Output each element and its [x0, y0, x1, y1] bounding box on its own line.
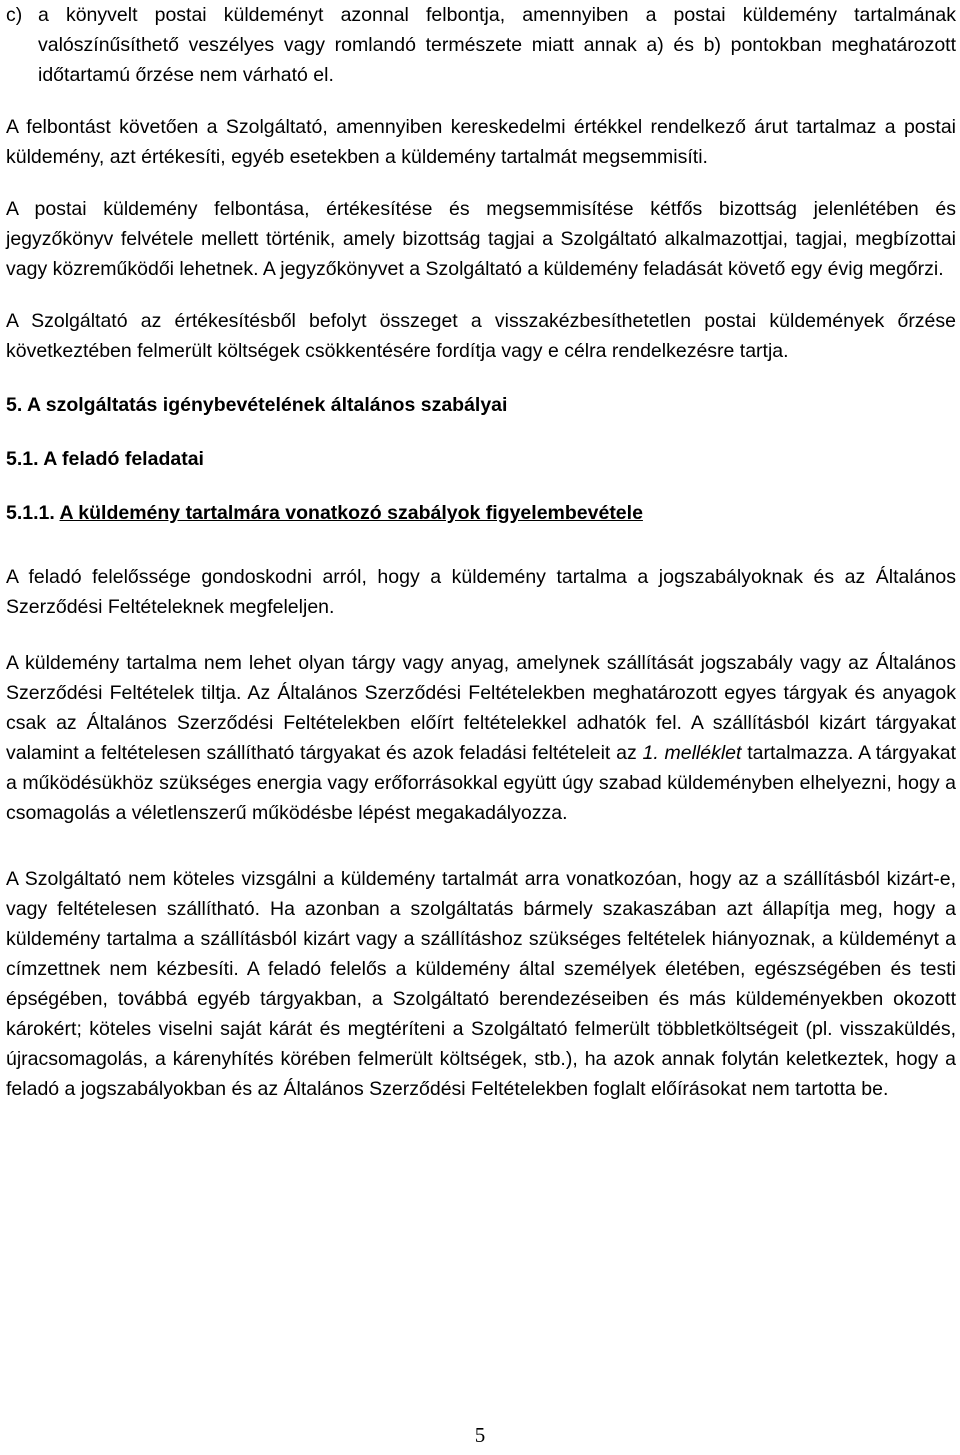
annex-reference: 1. melléklet	[642, 742, 742, 764]
section-heading-5: 5. A szolgáltatás igénybevételének általános szabályai	[6, 394, 508, 416]
spacer	[6, 172, 956, 194]
spacer	[6, 622, 956, 648]
list-item-c	[6, 0, 956, 90]
spacer	[6, 366, 956, 390]
list-item-text: a könyvelt postai küldeményt azonnal felbontja, amennyiben a postai küldemény tartalmának valószínűsíthető veszélyes vagy romlandó természete miatt annak a) és b) pontokban meghatározott időtartamú őrzése nem várható el.	[38, 4, 956, 86]
paragraph-committee: A postai küldemény felbontása, értékesítése és megsemmisítése kétfős bizottság jelenlétében és jegyzőkönyv felvétele mellett történik, amely bizottság tagjai a Szolgáltató alkalmazottjai, tagjai, megbízottai vagy közreműködői lehetnek. A jegyzőkönyvet a Szolgáltató a küldemény feladását követő egy évig megőrzi.	[6, 198, 956, 280]
paragraph-prohibited-content	[6, 648, 956, 828]
document-body	[6, 0, 956, 1104]
spacer	[6, 420, 956, 444]
paragraph-text: A küldemény tartalma nem lehet olyan tárgy vagy anyag, amelynek szállítását jogszabály vagy az Általános Szerződési Feltételek tiltja. Az Általános Szerződési Feltételekben meghatározott egyes tárgyak és anyagok csak az Általános Szerződési Feltételekben előírt feltételekkel adhatók fel. A szállításból kizárt tárgyakat valamint a feltételesen szállítható tárgyakat és azok feladási feltételeit az	[6, 652, 956, 764]
paragraph-proceeds: A Szolgáltató az értékesítésből befolyt összeget a visszakézbesíthetetlen postai küldemények őrzése következtében felmerült költségek csökkentésére fordítja vagy e célra rendelkezésre tartja.	[6, 310, 956, 362]
page-number: 5	[474, 1423, 486, 1447]
paragraph-sender-responsibility: A feladó felelőssége gondoskodni arról, hogy a küldemény tartalma a jogszabályoknak és az Általános Szerződési Feltételeknek megfeleljen.	[6, 566, 956, 618]
spacer	[6, 284, 956, 306]
list-item-marker: c)	[6, 4, 23, 26]
paragraph-disposal: A felbontást követően a Szolgáltató, amennyiben kereskedelmi értékkel rendelkező árut tartalmaz a postai küldemény, azt értékesíti, egyéb esetekben a küldemény tartalmát megsemmisíti.	[6, 116, 956, 168]
spacer	[6, 90, 956, 112]
spacer	[6, 528, 956, 562]
paragraph-provider-inspection: A Szolgáltató nem köteles vizsgálni a küldemény tartalmát arra vonatkozóan, hogy az a szállításból kizárt-e, vagy feltételesen szállítható. Ha azonban a szolgáltatás bármely szakaszában azt állapítja meg, hogy a küldemény tartalma a szállításból kizárt vagy a szállításhoz szükséges feltételek hiányoznak, a küldeményt a címzettnek nem kézbesíti. A feladó felelős a küldemény által személyek életében, egészségében és testi épségében, továbbá egyéb tárgyakban, a Szolgáltató berendezéseiben és más küldeményekben okozott károkért; köteles viselni saját kárát és megtéríteni a Szolgáltató felmerült többletköltségeit (pl. visszaküldés, újracsomagolás, a kárenyhítés körében felmerült költségek, stb.), ha azok annak folytán keletkeztek, hogy a feladó a jogszabályokban és az Általános Szerződési Feltételekben foglalt előírásokat nem tartotta be.	[6, 868, 956, 1100]
section-title: A küldemény tartalmára vonatkozó szabályok figyelembevétele	[59, 502, 643, 524]
spacer	[6, 828, 956, 864]
section-heading-5-1: 5.1. A feladó feladatai	[6, 448, 204, 470]
section-heading-5-1-1	[6, 498, 956, 528]
spacer	[6, 474, 956, 498]
section-number: 5.1.1.	[6, 502, 55, 524]
paragraph-text: tartalmazza. A tárgyakat a működésükhöz szükséges energia vagy erőforrásokkal együtt úgy szabad küldeményben elhelyezni, hogy a csomagolás a véletlenszerű működésbe lépést megakadályozza.	[6, 742, 956, 824]
